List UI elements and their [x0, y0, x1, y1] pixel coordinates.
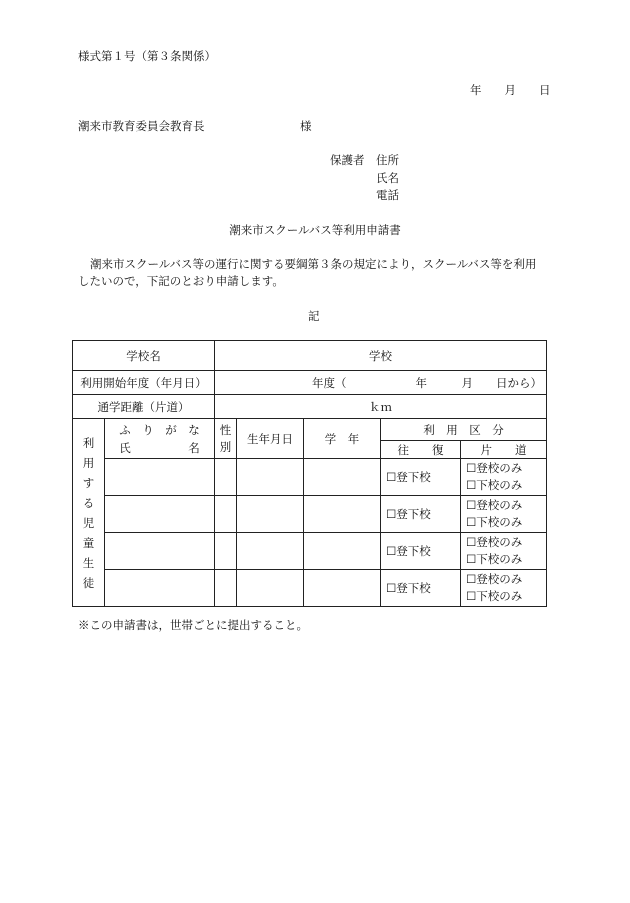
student-grade-field[interactable] — [304, 459, 381, 496]
one-way-cell — [461, 459, 547, 496]
to-school-only-checkbox[interactable]: ☐登校のみ — [466, 535, 523, 549]
one-way-cell — [461, 496, 547, 533]
distance-field[interactable] — [215, 395, 547, 419]
furigana-label: ふ り が な — [119, 422, 200, 437]
student-name-field[interactable] — [105, 459, 215, 496]
student-birthdate-field[interactable] — [237, 459, 304, 496]
student-sex-field[interactable] — [215, 496, 237, 533]
guardian-label: 保護者 — [330, 153, 365, 167]
name-header — [105, 419, 215, 459]
body-text-line1: 潮来市スクールバス等の運行に関する要綱第３条の規定により，スクールバス等を利用 — [90, 257, 537, 271]
start-year-value: 年度（ 年 月 日から） — [312, 375, 542, 390]
student-name-field[interactable] — [105, 496, 215, 533]
student-row-1 — [73, 459, 547, 496]
student-row-3 — [73, 533, 547, 570]
round-trip-cell — [381, 570, 461, 607]
start-year-label: 利用開始年度（年月日） — [73, 371, 215, 395]
student-birthdate-field[interactable] — [237, 533, 304, 570]
round-trip-header: 往 復 — [381, 441, 461, 459]
round-trip-cell — [381, 459, 461, 496]
one-way-header: 片 道 — [461, 441, 547, 459]
from-school-only-checkbox[interactable]: ☐下校のみ — [466, 515, 523, 529]
sex-label: 性別 — [219, 422, 232, 454]
name-label: 氏 名 — [119, 440, 200, 455]
student-birthdate-field[interactable] — [237, 570, 304, 607]
distance-unit: ｋｍ — [369, 399, 392, 414]
to-school-only-checkbox[interactable]: ☐登校のみ — [466, 461, 523, 475]
usage-header: 利 用 区 分 — [381, 419, 547, 441]
grade-header: 学 年 — [304, 419, 381, 459]
start-year-field[interactable] — [215, 371, 547, 395]
guardian-name-label: 氏名 — [376, 171, 399, 185]
from-school-only-checkbox[interactable]: ☐下校のみ — [466, 552, 523, 566]
application-table — [72, 340, 547, 607]
guardian-address-label: 住所 — [376, 153, 399, 167]
one-way-cell — [461, 533, 547, 570]
student-name-field[interactable] — [105, 533, 215, 570]
footer-note: ※この申請書は，世帯ごとに提出すること。 — [78, 618, 308, 632]
round-trip-checkbox[interactable]: ☐登下校 — [386, 506, 431, 521]
student-grade-field[interactable] — [304, 533, 381, 570]
birthdate-header: 生年月日 — [237, 419, 304, 459]
sex-header — [215, 419, 237, 459]
school-name-field[interactable] — [215, 341, 547, 371]
school-suffix: 学校 — [369, 348, 392, 363]
student-name-field[interactable] — [105, 570, 215, 607]
to-school-only-checkbox[interactable]: ☐登校のみ — [466, 572, 523, 586]
student-grade-field[interactable] — [304, 570, 381, 607]
round-trip-checkbox[interactable]: ☐登下校 — [386, 469, 431, 484]
round-trip-checkbox[interactable]: ☐登下校 — [386, 580, 431, 595]
from-school-only-checkbox[interactable]: ☐下校のみ — [466, 478, 523, 492]
form-number: 様式第１号（第３条関係） — [78, 49, 216, 63]
distance-label: 通学距離（片道） — [73, 395, 215, 419]
honorific: 様 — [300, 119, 312, 133]
student-sex-field[interactable] — [215, 570, 237, 607]
student-row-2 — [73, 496, 547, 533]
to-school-only-checkbox[interactable]: ☐登校のみ — [466, 498, 523, 512]
student-birthdate-field[interactable] — [237, 496, 304, 533]
one-way-cell — [461, 570, 547, 607]
from-school-only-checkbox[interactable]: ☐下校のみ — [466, 589, 523, 603]
ki-heading: 記 — [308, 309, 320, 323]
date-line: 年 月 日 — [470, 83, 551, 97]
round-trip-checkbox[interactable]: ☐登下校 — [386, 543, 431, 558]
students-label — [73, 419, 105, 607]
student-grade-field[interactable] — [304, 496, 381, 533]
student-sex-field[interactable] — [215, 533, 237, 570]
addressee: 潮来市教育委員会教育長 — [78, 119, 205, 133]
school-name-label: 学校名 — [73, 341, 215, 371]
round-trip-cell — [381, 533, 461, 570]
document-title: 潮来市スクールバス等利用申請書 — [229, 223, 401, 237]
student-sex-field[interactable] — [215, 459, 237, 496]
student-row-4 — [73, 570, 547, 607]
students-label-text: 利用する児童生徒 — [82, 435, 95, 590]
guardian-phone-label: 電話 — [376, 188, 399, 202]
round-trip-cell — [381, 496, 461, 533]
body-text-line2: したいので，下記のとおり申請します。 — [78, 274, 284, 288]
